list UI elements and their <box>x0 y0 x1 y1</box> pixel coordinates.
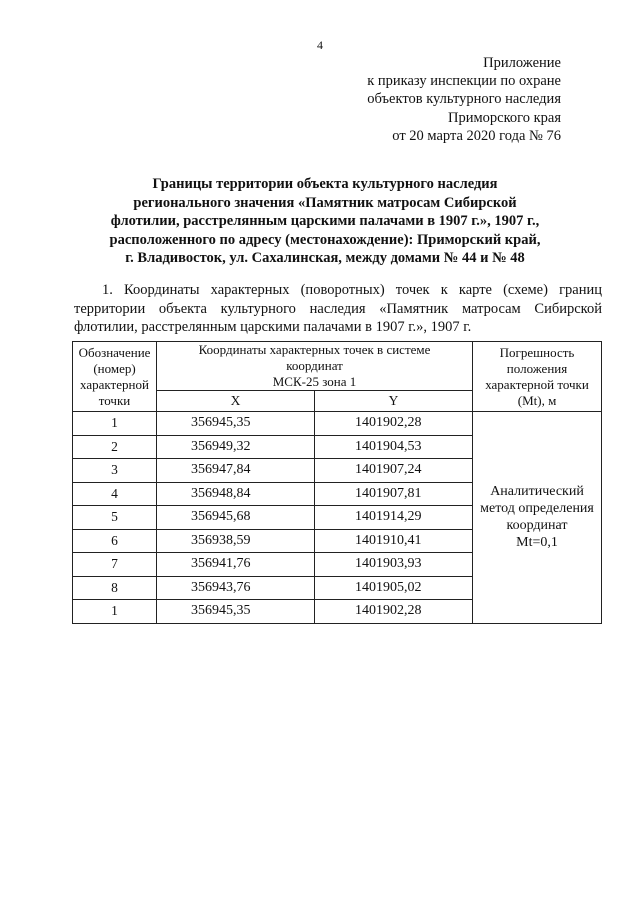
point-number: 8 <box>73 576 157 600</box>
header-designation-line: Обозначение <box>78 344 151 360</box>
table-row <box>73 412 602 436</box>
annex-header <box>301 54 561 145</box>
header-error-line: (Mt), м <box>517 392 557 408</box>
header-designation-line: точки <box>98 392 131 408</box>
header-designation-line: характерной <box>80 376 149 392</box>
header-error-line: характерной точки <box>485 376 589 392</box>
paragraph-line: флотилии, расстрелянным царскими палачами в 1907 г.», 1907 г. <box>74 319 472 335</box>
title-line: регионального значения «Памятник матросам Сибирской <box>133 194 517 211</box>
annex-line: объектов культурного наследия <box>367 91 561 108</box>
page-number: 4 <box>317 38 323 52</box>
header-system-line: Координаты характерных точек в системе <box>198 342 431 357</box>
x-coordinate: 356948,84 <box>157 482 315 506</box>
method-line: Аналитический <box>490 484 584 500</box>
method-line: метод определения <box>480 501 594 517</box>
title-line: г. Владивосток, ул. Сахалинская, между домами № 44 и № 48 <box>125 250 525 266</box>
header-error-line: Погрешность <box>499 344 575 360</box>
y-coordinate: 1401910,41 <box>315 529 473 553</box>
header-system-line: МСК-25 зона 1 <box>272 374 357 389</box>
point-number: 3 <box>73 459 157 483</box>
x-coordinate: 356947,84 <box>157 459 315 483</box>
document-title <box>60 175 590 268</box>
annex-line: Приморского края <box>447 109 561 126</box>
y-coordinate: 1401904,53 <box>315 435 473 459</box>
x-coordinate: 356949,32 <box>157 435 315 459</box>
header-x: X <box>157 391 315 412</box>
point-number: 4 <box>73 482 157 506</box>
header-error <box>473 342 602 412</box>
method-cell <box>473 412 602 624</box>
x-coordinate: 356938,59 <box>157 529 315 553</box>
method-line: Mt=0,1 <box>516 535 558 551</box>
header-y: Y <box>315 391 473 412</box>
point-number: 1 <box>73 600 157 624</box>
x-coordinate: 356945,35 <box>157 412 315 436</box>
y-coordinate: 1401907,24 <box>315 459 473 483</box>
intro-paragraph <box>74 281 602 337</box>
point-number: 1 <box>73 412 157 436</box>
annex-line: к приказу инспекции по охране <box>367 73 561 90</box>
point-number: 2 <box>73 435 157 459</box>
title-line: расположенного по адресу (местонахождение): Приморский край, <box>109 231 541 248</box>
x-coordinate: 356945,35 <box>157 600 315 624</box>
point-number: 7 <box>73 553 157 577</box>
header-coordinate-system <box>157 342 473 391</box>
x-coordinate: 356945,68 <box>157 506 315 530</box>
header-system-line: координат <box>286 358 343 373</box>
x-coordinate: 356941,76 <box>157 553 315 577</box>
header-designation-line: (номер) <box>93 360 136 376</box>
paragraph-line: 1. Координаты характерных (поворотных) точек к карте (схеме) границ <box>102 282 602 298</box>
point-number: 6 <box>73 529 157 553</box>
y-coordinate: 1401914,29 <box>315 506 473 530</box>
y-coordinate: 1401905,02 <box>315 576 473 600</box>
header-error-line: положения <box>506 360 568 376</box>
annex-line: от 20 марта 2020 года № 76 <box>392 127 561 144</box>
annex-line: Приложение <box>483 55 561 71</box>
y-coordinate: 1401903,93 <box>315 553 473 577</box>
title-line: флотилии, расстрелянным царскими палачами в 1907 г.», 1907 г., <box>110 213 540 229</box>
y-coordinate: 1401907,81 <box>315 482 473 506</box>
method-line: координат <box>506 518 568 534</box>
coordinates-table <box>72 341 602 624</box>
x-coordinate: 356943,76 <box>157 576 315 600</box>
y-coordinate: 1401902,28 <box>315 412 473 436</box>
title-line: Границы территории объекта культурного наследия <box>152 176 498 192</box>
header-designation <box>73 342 157 412</box>
point-number: 5 <box>73 506 157 530</box>
paragraph-line: территории объекта культурного наследия «Памятник матросам Сибирской <box>74 300 602 317</box>
y-coordinate: 1401902,28 <box>315 600 473 624</box>
